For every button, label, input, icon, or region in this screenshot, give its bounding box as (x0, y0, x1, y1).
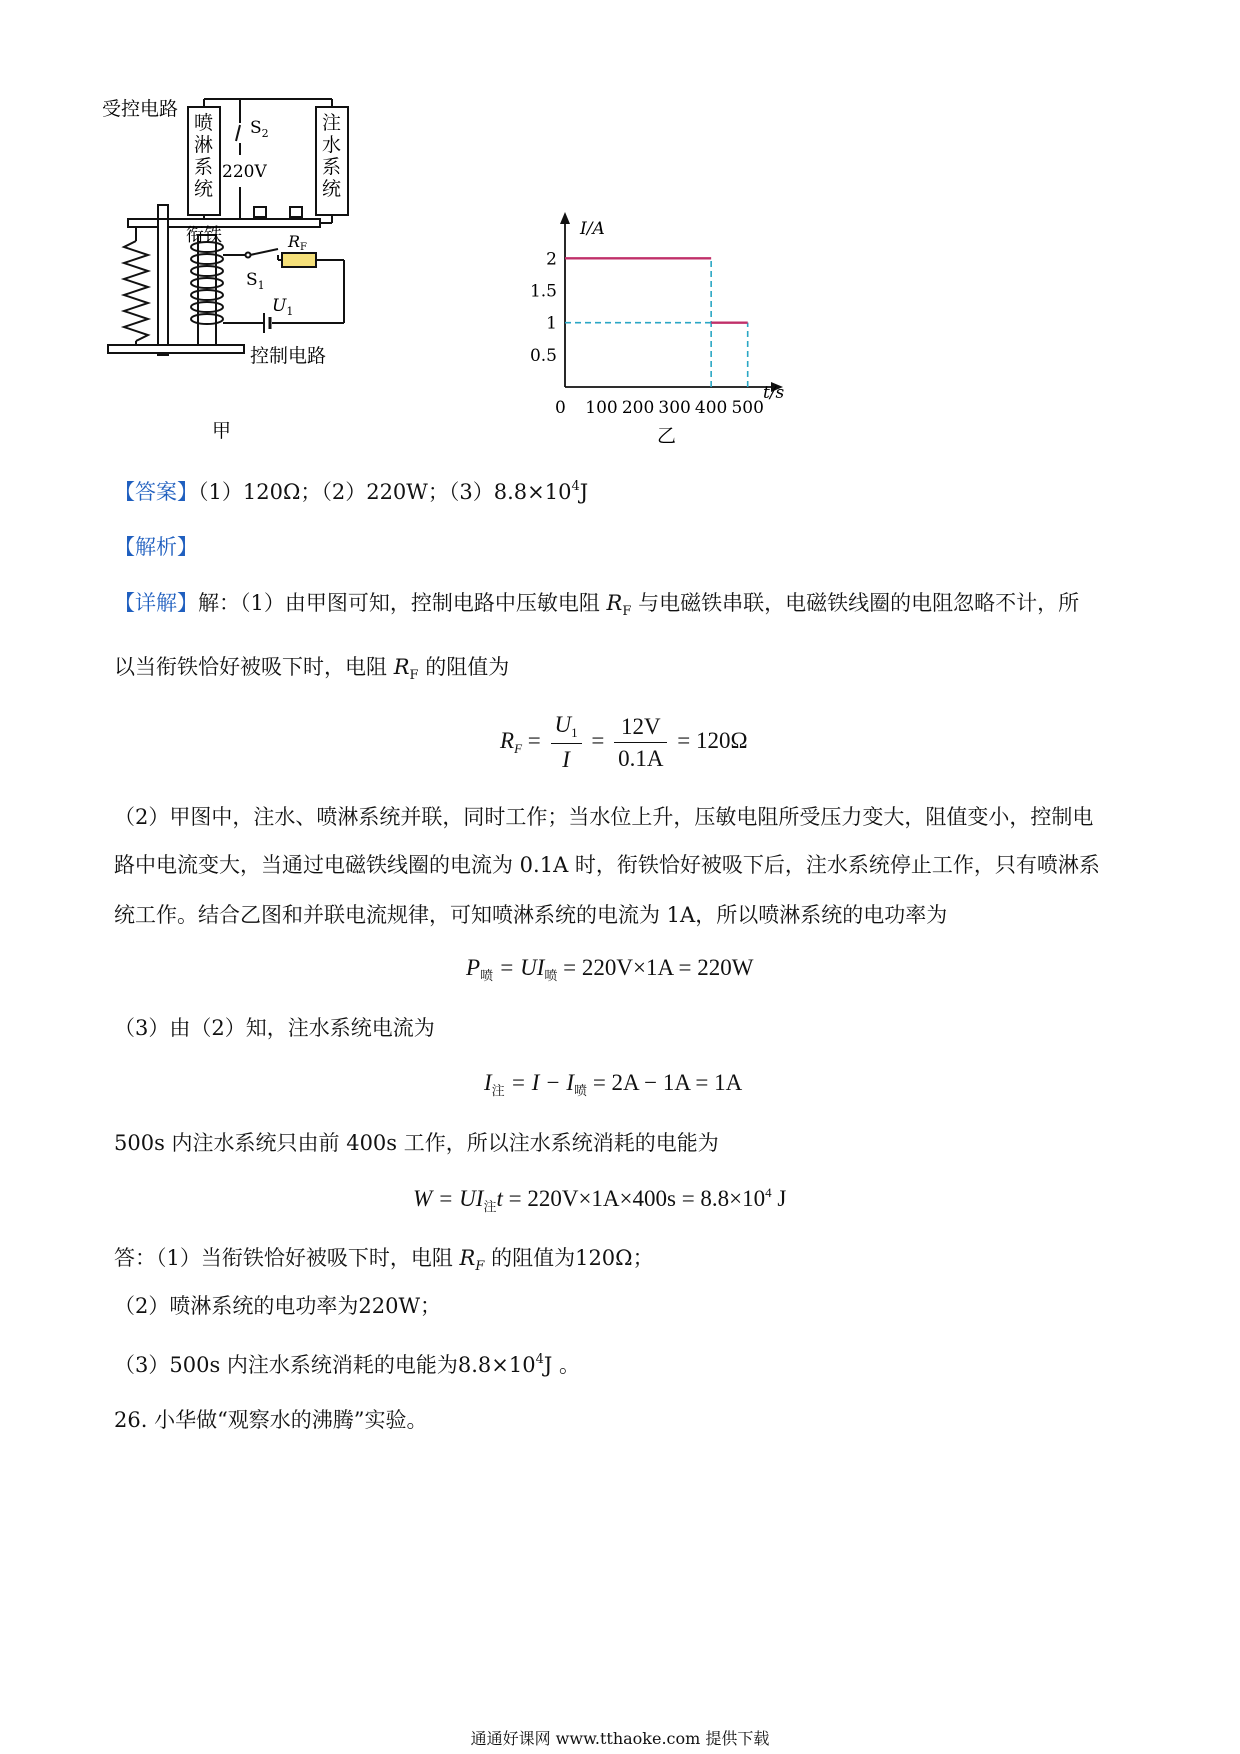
svg-text:喷: 喷 (194, 112, 214, 134)
detail-tag: 【详解】 (114, 591, 198, 615)
rf-resistor (282, 253, 316, 267)
armature-bar (128, 219, 320, 227)
analysis-tag: 【解析】 (114, 535, 198, 559)
x-tick-label-200: 200 (621, 398, 655, 418)
y-tick-label-0.5: 0.5 (529, 345, 557, 366)
label-fill-system (322, 112, 341, 200)
equation-energy: $W = UI_注t = 220V\times 1A\times 400s = 8.8\times 10^4$ J (413, 1185, 787, 1214)
label-s2: $S_2$ (250, 118, 269, 140)
next-question: 26. 小华做“观察水的沸腾”实验。 (114, 1408, 428, 1432)
label-control-circuit: 控制电路 (250, 345, 327, 367)
label-220v: 220V (222, 162, 267, 182)
caption-jia: 甲 (212, 420, 232, 442)
chart-x-axis-label: t/s (763, 383, 785, 403)
para4-line-1: 500s 内注水系统只由前 400s 工作，所以注水系统消耗的电能为 (114, 1131, 719, 1155)
equation-power: $P_喷 = UI_喷 = 220V\times 1A = 220W$ (466, 955, 754, 983)
svg-text:统: 统 (322, 178, 342, 200)
answer-text: （1）120Ω；（2）220W；（3）8.8×10 (198, 480, 572, 504)
answer-tag: 【答案】 (114, 480, 198, 504)
y-tick-label-1.5: 1.5 (529, 281, 557, 302)
equation-current: $I_注 = I - I_喷 = 2A - 1A = 1A$ (484, 1070, 743, 1098)
conclusion-3: （3）500s 内注水系统消耗的电能为$8.8\times 10^4J$ 。 (114, 1352, 580, 1377)
circuit-diagram-jia (100, 95, 520, 455)
para2-line-1: （2）甲图中，注水、喷淋系统并联，同时工作；当水位上升，压敏电阻所受压力变大，阻值变小，控制电 (114, 805, 1094, 829)
footer-credit: 通通好课网 www.tthaoke.com 提供下载 (470, 1729, 770, 1748)
x-tick-label-300: 300 (658, 398, 691, 418)
spring (124, 241, 148, 341)
para3-line-1: （3）由（2）知，注水系统电流为 (114, 1016, 435, 1040)
answer-line: 【答案】（1）120Ω；（2）220W；$(3)8.8\times 10^4J$ (114, 479, 589, 504)
para2-line-2: 路中电流变大，当通过电磁铁线圈的电流为 0.1A 时，衔铁恰好被吸下后，注水系统停止工作，只有喷淋系 (114, 853, 1100, 877)
x-tick-label-0: 0 (555, 398, 566, 418)
y-tick-label-2: 2 (546, 249, 557, 270)
svg-text:系: 系 (322, 156, 342, 178)
y-axis-arrow (560, 212, 570, 224)
svg-text:淋: 淋 (194, 134, 214, 156)
label-armature: 衔铁 (186, 225, 222, 246)
svg-text:水: 水 (322, 134, 342, 156)
conclusion-1: 答：（1）当衔铁恰好被吸下时，电阻 $R_F$ 的阻值为120Ω； (114, 1246, 654, 1274)
svg-text:注: 注 (322, 112, 342, 134)
label-s1: $S_1$ (246, 270, 265, 292)
current-time-chart (525, 200, 805, 445)
detail-line-2: 以当衔铁恰好被吸下时，电阻 $R_F$ 的阻值为 (114, 655, 510, 683)
svg-text:统: 统 (194, 178, 214, 200)
base-plate (108, 345, 244, 353)
label-controlled-circuit: 受控电路 (102, 98, 179, 120)
chart-y-axis-label: I/A (580, 219, 605, 239)
x-tick-label-500: 500 (731, 398, 764, 418)
caption-yi: 乙 (657, 425, 677, 445)
x-tick-label-100: 100 (585, 398, 618, 418)
y-tick-label-1: 1 (546, 313, 557, 334)
label-spray-system (194, 112, 213, 200)
detail-line-1: 【详解】解：（1）由甲图可知，控制电路中压敏电阻 $R_F$ 与电磁铁串联，电磁铁线圈的电阻忽略不计，所 (114, 591, 1080, 619)
conclusion-2: （2）喷淋系统的电功率为220W； (114, 1294, 442, 1318)
label-u1: $U_1$ (272, 296, 294, 318)
svg-text:系: 系 (194, 156, 214, 178)
label-rf: RF (288, 232, 307, 253)
x-tick-label-400: 400 (694, 398, 728, 418)
para2-line-3: 统工作。结合乙图和并联电流规律，可知喷淋系统的电流为 1A，所以喷淋系统的电功率为 (114, 903, 948, 927)
equation-rf: $R_F$ = $\frac{U_1}{I}$ = $\frac{12V}{0.1A}$ = 120Ω (500, 712, 748, 772)
